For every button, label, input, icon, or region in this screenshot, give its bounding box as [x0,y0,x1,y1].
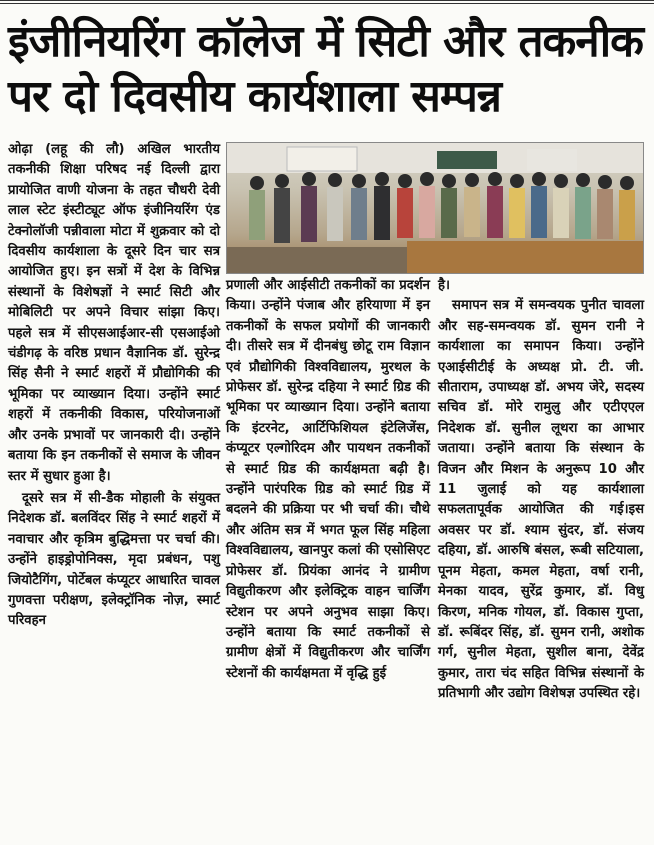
headline [8,14,648,124]
article-column-1 [8,140,220,632]
headline-line-2: पर दो दिवसीय कार्यशाला सम्पन्न [8,71,502,122]
column1-paragraph-1: ओढ़ा (लहू की लौ) अखिल भारतीय तकनीकी शिक्षा परिषद नई दिल्ली द्वारा प्रायोजित वाणी योजना के तहत चौधरी देवी लाल स्टेट इंस्टीट्यूट ऑफ इंजीनियरिंग एंड टेक्नोलॉजी पन्नीवाला मोटा में शुक्रवार को दो दिवसीय कार्यशाला के दूसरे दिन चार सत्र आयोजित हुए। इन सत्रों में देश के विभिन्न संस्थानों के विशेषज्ञों ने स्मार्ट सिटी और मोबिलिटी पर अपने विचार सांझा किए। पहले सत्र में सीएसआईआर-सी एसआईओ चंडीगढ़ के वरिष्ठ प्रधान वैज्ञानिक डॉ. सुरेन्द्र सिंह सैनी ने स्मार्ट शहरों में प्रौद्योगिकी की भूमिका पर व्याख्यान दिया। उन्होंने स्मार्ट शहरों में तकनीकी विकास, परियोजनाओं और उनके प्रभावों पर जानकारी दी। उन्होंने बताया कि इन तकनीकों से समाज के जीवन स्तर में सुधार हुआ है। [8,142,220,484]
article-column-2 [226,276,430,684]
top-rule [0,0,654,4]
group-photo-icon [227,143,644,274]
column3-paragraph-1: है। [438,278,451,293]
group-photo [226,142,644,274]
column3-paragraph-2: समापन सत्र में समन्वयक पुनीत चावला और सह-समन्वयक डॉ. सुमन रानी ने कार्यशाला का समापन किया। उन्होंने एआईसीटीई के अध्यक्ष प्रो. टी. जी. सीताराम, उपाध्यक्ष डॉ. अभय जेरे, सदस्य सचिव डॉ. मोरे रामुलु और एटीएएल निदेशक डॉ. सुनील लूथरा का आभार जताया। उन्होंने बताया कि संस्थान के विजन और मिशन के अनुरूप 10 और 11 जुलाई को यह कार्यशाला सफलतापूर्वक आयोजित की गई।इस अवसर पर डॉ. श्याम सुंदर, डॉ. संजय दहिया, डॉ. आरुषि बंसल, रूबी सटियाला, पूनम मेहता, कमल मेहता, वर्षा रानी, मेनका यादव, सुरेंद्र कुमार, डॉ. विधु किरण, मनिक गोयल, डॉ. विकास गुप्ता, डॉ. रूबिंदर सिंह, डॉ. सुमन रानी, अशोक गर्ग, सुनील मेहता, सुशील बाना, देवेंद्र कुमार, तारा चंद सहित विभिन्न संस्थानों के प्रतिभागी और उद्योग विशेषज्ञ उपस्थित रहे। [438,298,644,702]
column1-paragraph-2: दूसरे सत्र में सी-डैक मोहाली के संयुक्त निदेशक डॉ. बलविंदर सिंह ने स्मार्ट शहरों में नवाचार और कृत्रिम बुद्धिमत्ता पर चर्चा की। उन्होंने हाइड्रोपोनिक्स, मृदा प्रबंधन, पशु जियोटैगिंग, पोर्टेबल कंप्यूटर आधारित चावल गुणवत्ता परीक्षण, इलेक्ट्रॉनिक नोज़, स्मार्ट परिवहन [8,490,220,629]
column2-paragraph-1: प्रणाली और आईसीटी तकनीकों का प्रदर्शन किया। उन्होंने पंजाब और हरियाणा में इन तकनीकों के सफल प्रयोगों की जानकारी दी। तीसरे सत्र में दीनबंधु छोटू राम विज्ञान एवं प्रौद्योगिकी विश्वविद्यालय, मुरथल के प्रोफेसर डॉ. सुरेन्द्र दहिया ने स्मार्ट ग्रिड की भूमिका पर व्याख्यान दिया। उन्होंने बताया कि इंटरनेट, आर्टिफिशियल इंटेलिजेंस, कंप्यूटर एल्गोरिदम और पायथन तकनीकों से स्मार्ट ग्रिड की कार्यक्षमता बढ़ी है। उन्होंने पारंपरिक ग्रिड को स्मार्ट ग्रिड में बदलने की प्रक्रिया पर भी चर्चा की। चौथे और अंतिम सत्र में भगत फूल सिंह महिला विश्वविद्यालय, खानपुर कलां की एसोसिएट प्रोफेसर डॉ. प्रियंका आनंद ने ग्रामीण विद्युतीकरण और इलेक्ट्रिक वाहन चार्जिंग स्टेशन पर अपने अनुभव साझा किए। उन्होंने बताया कि स्मार्ट तकनीकों से ग्रामीण क्षेत्रों में विद्युतीकरण और चार्जिंग स्टेशनों की कार्यक्षमता में वृद्धि हुई [226,278,430,681]
headline-line-1: इंजीनियरिंग कॉलेज में सिटी और तकनीक [8,16,643,67]
article-column-3 [438,276,644,705]
